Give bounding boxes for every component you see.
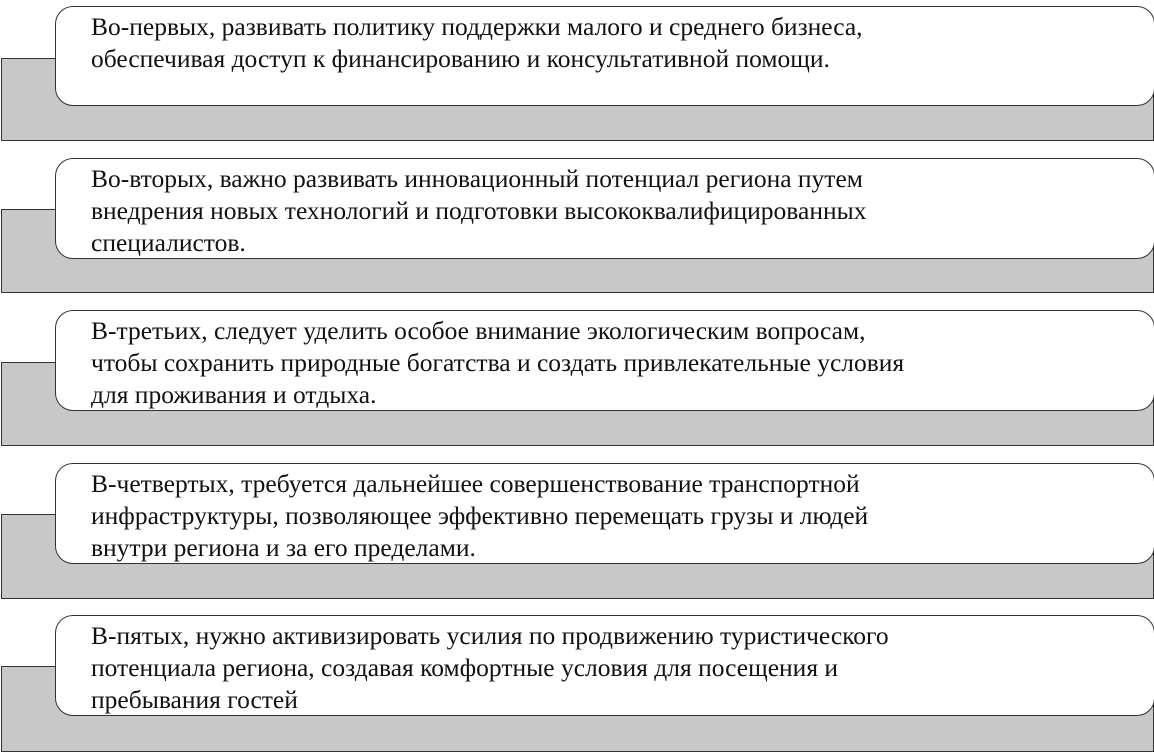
- item-2-card: [55, 158, 1154, 259]
- item-4-card: [55, 463, 1154, 564]
- item-1-text: Во-первых, развивать политику поддержки малого и среднего бизнеса, обеспечивая доступ к финансированию и консультативной помощи.: [91, 12, 863, 73]
- item-1-card: [55, 6, 1154, 106]
- item-5-card: [55, 615, 1154, 716]
- item-3-card: [55, 310, 1154, 411]
- item-4-text: В-четвертых, требуется дальнейшее совершенствование транспортной инфраструктуры, позволяющее эффективно перемещать грузы и людей внутри региона и за его пределами.: [91, 469, 869, 562]
- item-3-text: В-третьих, следует уделить особое внимание экологическим вопросам, чтобы сохранить природные богатства и создать привлекательные условия для проживания и отдыха.: [91, 316, 905, 409]
- item-2-text: Во-вторых, важно развивать инновационный потенциал региона путем внедрения новых технологий и подготовки высококвалифицированных специалистов.: [91, 164, 867, 257]
- item-5-text: В-пятых, нужно активизировать усилия по продвижению туристического потенциала региона, создавая комфортные условия для посещения и пребывания гостей: [91, 621, 889, 714]
